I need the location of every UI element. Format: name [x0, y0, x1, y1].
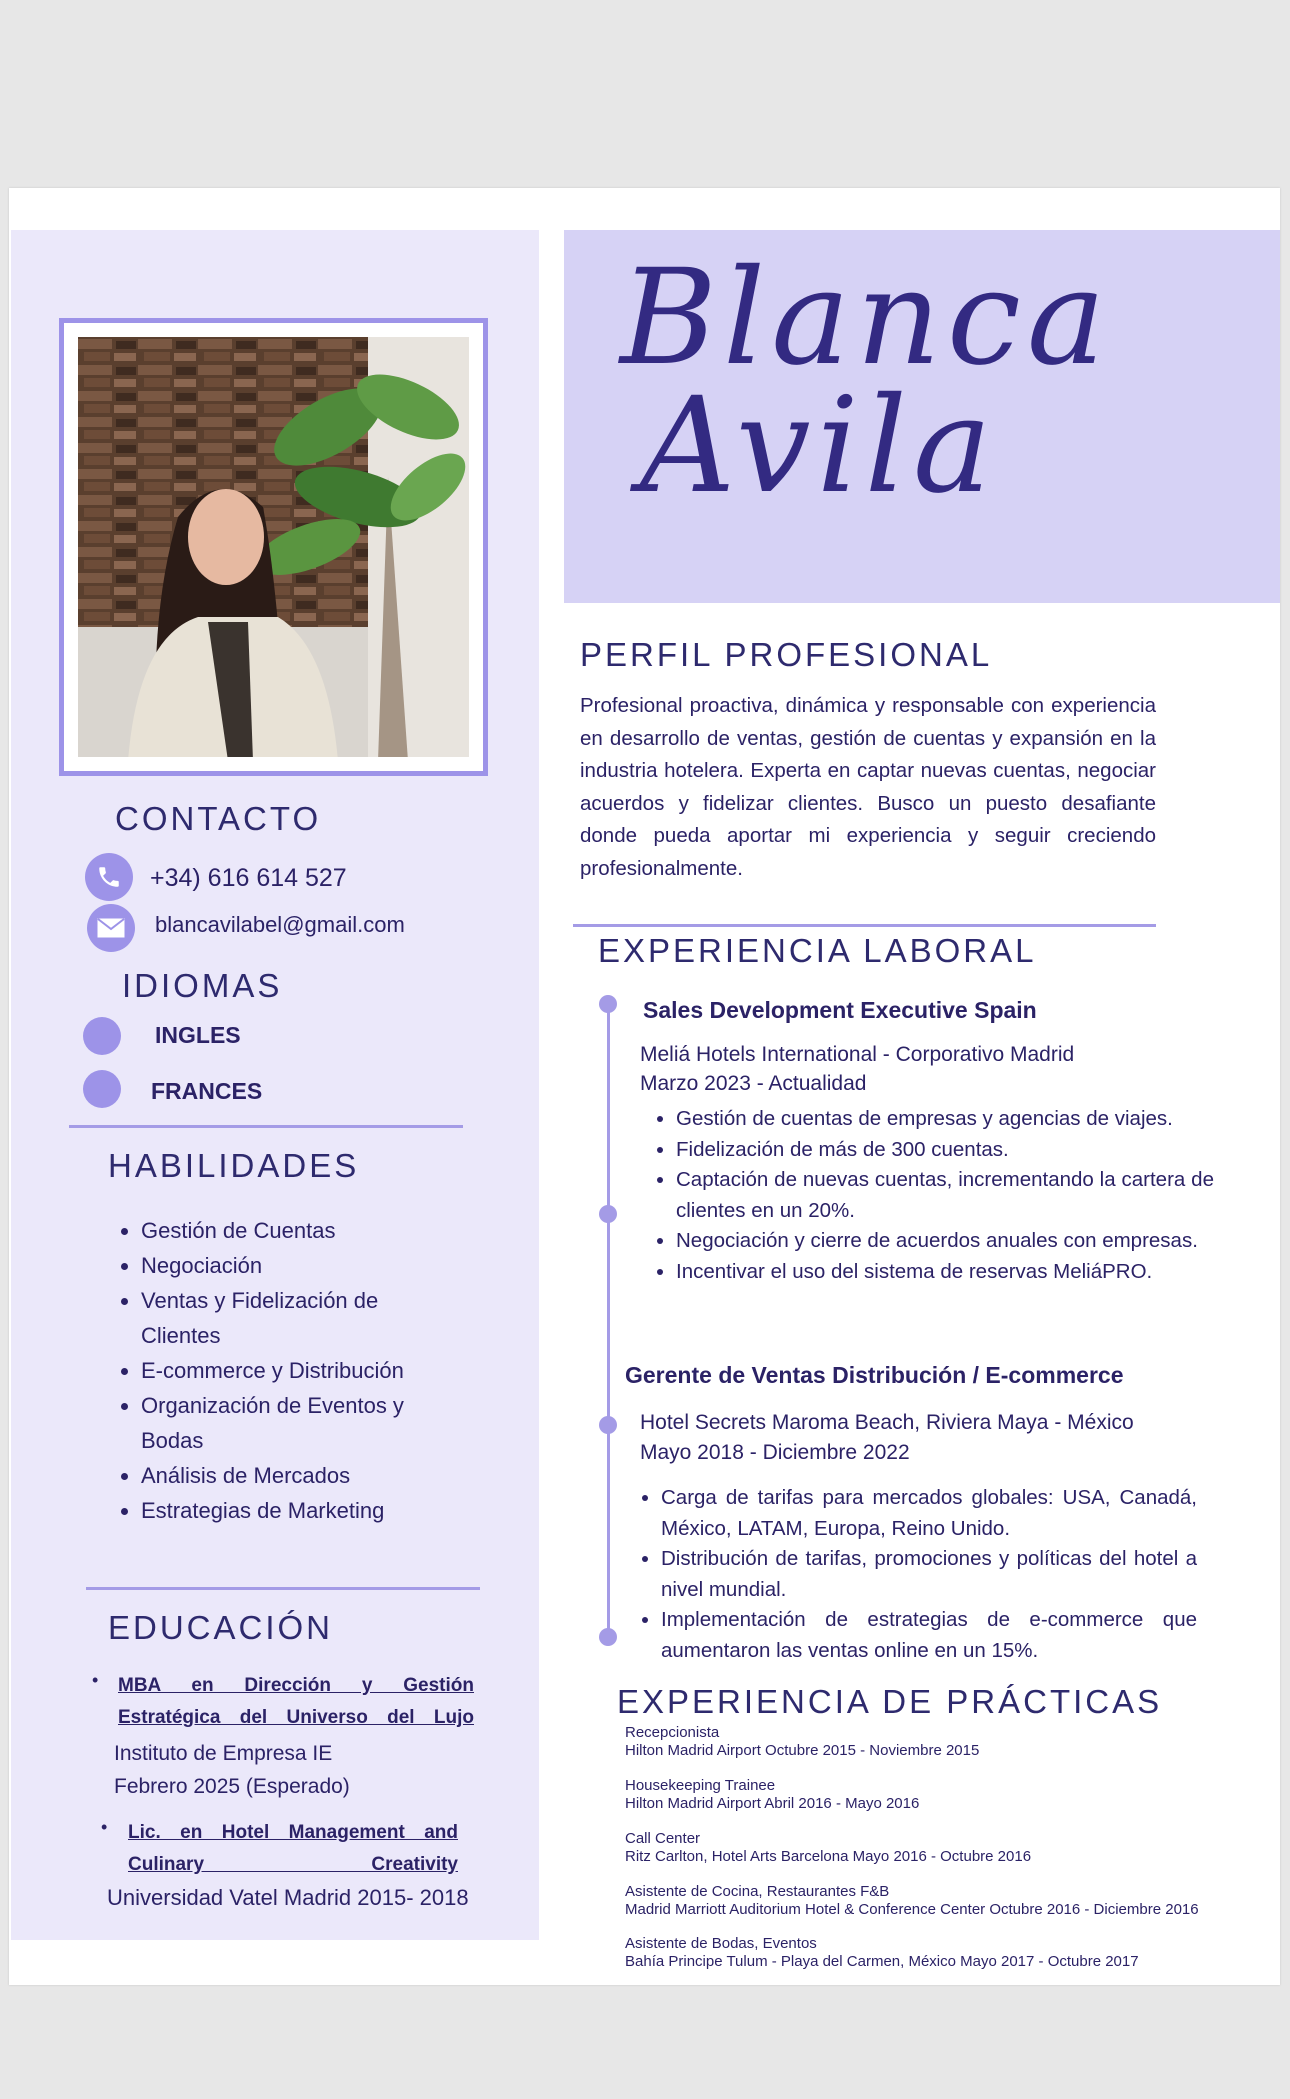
timeline-line — [607, 1003, 610, 1638]
internships-heading: EXPERIENCIA DE PRÁCTICAS — [617, 1683, 1163, 1720]
experience-heading: EXPERIENCIA LABORAL — [598, 932, 1037, 969]
job-date: Mayo 2018 - Diciembre 2022 — [640, 1441, 910, 1464]
timeline-dot — [599, 1416, 617, 1434]
languages-heading: IDIOMAS — [122, 967, 283, 1004]
education-degree-link[interactable]: MBA en Dirección y Gestión Estratégica del Universo del Lujo — [118, 1675, 474, 1728]
internship-role: Recepcionista — [625, 1724, 720, 1741]
job-bullet: • Captación de nuevas cuentas, incrementando la cartera de clientes en un 20%. — [676, 1165, 1214, 1226]
language-bullet — [83, 1070, 121, 1108]
skills-list — [113, 1213, 461, 1528]
name-last: Avila — [640, 369, 998, 523]
internship-item — [625, 1935, 1139, 1971]
job-date: Marzo 2023 - Actualidad — [640, 1072, 867, 1095]
education-school: Universidad Vatel Madrid 2015- 2018 — [107, 1885, 469, 1910]
job-title: Gerente de Ventas Distribución / E-commerce — [625, 1362, 1124, 1388]
email-address[interactable]: blancavilabel@gmail.com — [155, 912, 405, 937]
internship-role: Asistente de Cocina, Restaurantes F&B — [625, 1883, 890, 1900]
internship-item — [625, 1830, 1031, 1866]
language-item: INGLES — [155, 1022, 241, 1048]
education-school: Instituto de Empresa IE — [114, 1742, 333, 1765]
phone-icon — [85, 853, 133, 901]
skill-item: • Estrategias de Marketing — [141, 1493, 461, 1528]
job-bullet: • Fidelización de más de 300 cuentas. — [676, 1135, 1214, 1166]
timeline-dot — [599, 995, 617, 1013]
language-item: FRANCES — [151, 1078, 263, 1104]
mail-icon — [87, 904, 135, 952]
skill-item: • Negociación — [141, 1248, 461, 1283]
timeline-dot — [599, 1628, 617, 1646]
job-bullet: • Distribución de tarifas, promociones y políticas del hotel a nivel mundial. — [661, 1544, 1197, 1605]
job-bullets — [625, 1483, 1197, 1666]
internship-role: Asistente de Bodas, Eventos — [625, 1935, 817, 1952]
divider — [86, 1587, 480, 1590]
internship-item — [625, 1777, 919, 1813]
internship-detail: Madrid Marriott Auditorium Hotel & Conference Center Octubre 2016 - Diciembre 2016 — [625, 1901, 1199, 1918]
profile-text: Profesional proactiva, dinámica y responsable con experiencia en desarrollo de ventas, gestión de cuentas y expansión en la industria hotelera. Experta en captar nuevas cuentas, negociar acuerdos y fidelizar clientes. Busco un puesto desafiante donde pueda aportar mi experiencia y seguir creciendo profesionalmente. — [580, 694, 1156, 880]
education-heading: EDUCACIÓN — [108, 1609, 334, 1646]
job-company: Meliá Hotels International - Corporativo Madrid — [640, 1043, 1075, 1066]
skill-item: • Análisis de Mercados — [141, 1458, 461, 1493]
job-title: Sales Development Executive Spain — [643, 997, 1037, 1023]
phone-number[interactable]: +34) 616 614 527 — [150, 864, 347, 892]
timeline-dot — [599, 1205, 617, 1223]
divider — [69, 1125, 463, 1128]
internship-role: Call Center — [625, 1830, 701, 1847]
job-bullet: • Carga de tarifas para mercados globales: USA, Canadá, México, LATAM, Europa, Reino Unido. — [661, 1483, 1197, 1544]
skills-heading: HABILIDADES — [108, 1147, 360, 1184]
profile-heading: PERFIL PROFESIONAL — [580, 636, 993, 673]
education-bullet: • — [101, 1817, 108, 1837]
education-degree-link[interactable]: Lic. en Hotel Management and Culinary Creativity — [128, 1822, 458, 1875]
job-bullets — [640, 1104, 1214, 1287]
internship-detail: Hilton Madrid Airport Abril 2016 - Mayo 2016 — [625, 1795, 920, 1812]
language-bullet — [83, 1017, 121, 1055]
internship-item — [625, 1883, 1199, 1919]
skill-item: • Organización de Eventos y Bodas — [141, 1388, 461, 1458]
job-bullet: • Gestión de cuentas de empresas y agencias de viajes. — [676, 1104, 1214, 1135]
job-bullet: • Negociación y cierre de acuerdos anuales con empresas. — [676, 1226, 1214, 1257]
contact-heading: CONTACTO — [115, 800, 322, 837]
internship-role: Housekeeping Trainee — [625, 1777, 776, 1794]
internship-detail: Ritz Carlton, Hotel Arts Barcelona Mayo 2016 - Octubre 2016 — [625, 1848, 1032, 1865]
name-first: Blanca — [620, 241, 1112, 395]
skill-item: • Gestión de Cuentas — [141, 1213, 461, 1248]
internship-detail: Hilton Madrid Airport Octubre 2015 - Noviembre 2015 — [625, 1742, 980, 1759]
skill-item: • E-commerce y Distribución — [141, 1353, 461, 1388]
profile-photo-frame — [59, 318, 488, 776]
job-company: Hotel Secrets Maroma Beach, Riviera Maya - México — [640, 1411, 1134, 1434]
education-date: Febrero 2025 (Esperado) — [114, 1775, 350, 1798]
job-bullet: • Incentivar el uso del sistema de reservas MeliáPRO. — [676, 1257, 1214, 1288]
divider — [573, 924, 1156, 927]
education-bullet: • — [92, 1670, 99, 1690]
job-bullet: • Implementación de estrategias de e-commerce que aumentaron las ventas online en un 15%. — [661, 1605, 1197, 1666]
internship-detail: Bahía Principe Tulum - Playa del Carmen, México Mayo 2017 - Octubre 2017 — [625, 1953, 1139, 1970]
profile-photo — [78, 337, 469, 757]
internship-item — [625, 1724, 979, 1760]
skill-item: • Ventas y Fidelización de Clientes — [141, 1283, 461, 1353]
